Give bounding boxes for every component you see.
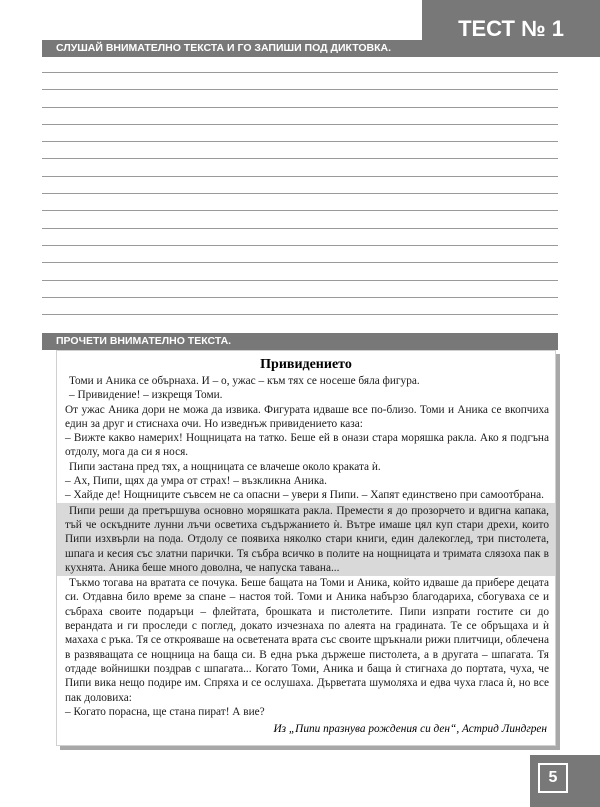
reading-instruction: ПРОЧЕТИ ВНИМАТЕЛНО ТЕКСТА.	[42, 333, 558, 350]
story-paragraph: – Хайде де! Нощниците съвсем не са опасни – увери я Пипи. – Хапят единствено при самоотбрана.	[65, 489, 544, 502]
writing-line[interactable]	[42, 262, 558, 263]
story-paragraph: – Привидение! – изкрещя Томи.	[69, 389, 223, 402]
test-title: ТЕСТ № 1	[422, 0, 600, 57]
writing-line[interactable]	[42, 124, 558, 125]
writing-line[interactable]	[42, 245, 558, 246]
writing-line[interactable]	[42, 158, 558, 159]
story-paragraph: – Когато порасна, ще стана пират! А вие?	[65, 705, 265, 718]
story-paragraph: – Вижте какво намерих! Нощницата на татко. Беше ей в онази стара моряшка ракла. Ако я подгъна отдолу, мога да си я нося.	[65, 432, 549, 459]
writing-line[interactable]	[42, 193, 558, 194]
story-paragraph: Тъкмо тогава на вратата се почука. Беше бащата на Томи и Аника, който идваше да прибере децата си. Отдавна било време за спане – настоя той. Томи и Аника набързо благодариха, сбогуваха се и събраха своите подаръци – флейтата, брошката и пистолетите. Пипи изпрати гостите си до верандата и ги проследи с поглед, докато изчезнаха по алеята на градината. Те се обръщаха и ѝ махаха с ръка. Тя се открояваше на осветената врата със своите щръкнали рижи плитчици, облечена в развяващата се нощница на баща си. В една ръка държеше пистолета, а в другата – шпагата. Тя отдаде войнишки поздрав с шпагата... Когато Томи, Аника и баща ѝ стигнаха до портата, чуха, че Пипи вика нещо подире им. Спряха и се ослушаха. Дърветата шумоляха и едва чуха гласа ѝ, но все пак доловиха:	[65, 577, 549, 704]
story-paragraph: Томи и Аника се обърнаха. И – о, ужас – към тях се носеше бяла фигура.	[69, 375, 420, 387]
writing-line[interactable]	[42, 297, 558, 298]
writing-line[interactable]	[42, 72, 558, 73]
page-number: 5	[538, 763, 568, 793]
writing-line[interactable]	[42, 280, 558, 281]
story-paragraph: От ужас Аника дори не можа да извика. Фигурата идваше все по-близо. Томи и Аника се вкопчиха един за друг и стиснаха очи. Но изведнъж привидението каза:	[65, 403, 549, 430]
story-paragraph: – Ах, Пипи, щях да умра от страх! – възкликна Аника.	[65, 475, 327, 488]
page-number-tab	[530, 755, 600, 807]
writing-line[interactable]	[42, 107, 558, 108]
writing-line[interactable]	[42, 228, 558, 229]
writing-line[interactable]	[42, 210, 558, 211]
writing-line[interactable]	[42, 314, 558, 315]
source-citation: Из „Пипи празнува рождения си ден“, Астрид Линдгрен	[273, 723, 547, 736]
writing-lines[interactable]	[42, 72, 558, 331]
highlighted-paragraph: Пипи реши да претършува основно моряшката ракла. Премести я до прозорчето и вдигна капака, тъй че оскъдните лунни лъчи осветиха съдържанието ѝ. Вътре имаше цял куп стари дрехи, които Пипи изхвърли на пода. Отдолу се появиха няколко стари книги, един далекоглед, три пистолета, шпага и кесия със златни парички. Тя събра всичко в полите на нощницата и тримата слязоха пак в кухнята. Аника беше много доволна, че напуска тавана...	[57, 503, 555, 576]
writing-line[interactable]	[42, 89, 558, 90]
story-paragraph: Пипи застана пред тях, а нощницата се влачеше около краката ѝ.	[69, 460, 381, 473]
reading-text-box	[56, 350, 556, 746]
dictation-instruction: СЛУШАЙ ВНИМАТЕЛНО ТЕКСТА И ГО ЗАПИШИ ПОД ДИКТОВКА.	[42, 40, 422, 57]
writing-line[interactable]	[42, 141, 558, 142]
story-title: Привидението	[260, 357, 352, 372]
writing-line[interactable]	[42, 176, 558, 177]
